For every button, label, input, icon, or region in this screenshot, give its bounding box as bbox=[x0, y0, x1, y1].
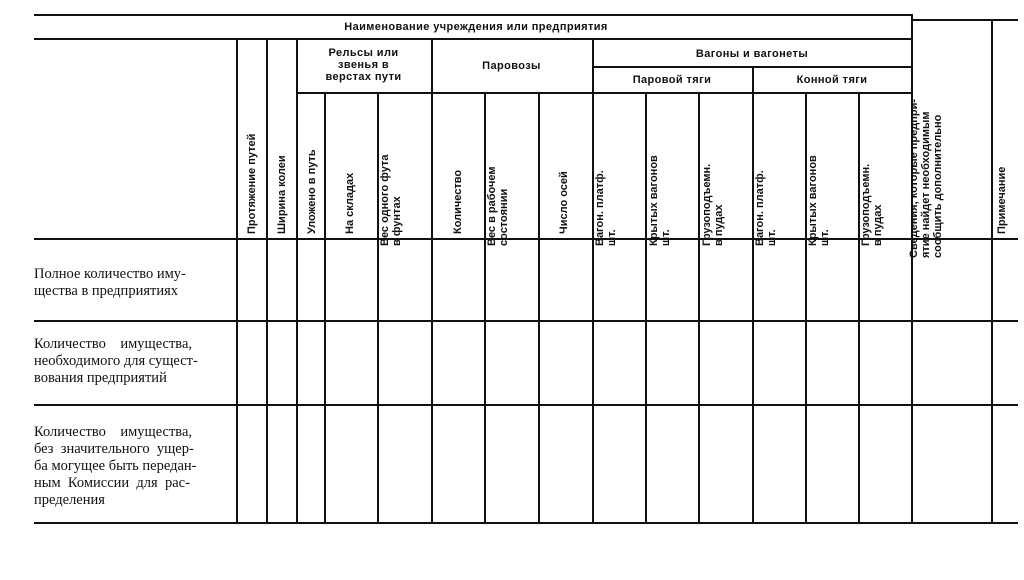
column-header-steam-covered: Крытых вагонов шт. bbox=[648, 155, 672, 246]
title-underline bbox=[34, 38, 912, 40]
col-divider bbox=[991, 20, 993, 524]
column-header-foot-weight: Вес одного фута в фунтах bbox=[379, 154, 403, 246]
col-divider bbox=[484, 94, 486, 524]
column-header-horse-capacity: Грузоподъемн. в пудах bbox=[860, 163, 884, 246]
col-divider bbox=[911, 14, 913, 524]
column-header-horse-covered: Крытых вагонов шт. bbox=[807, 155, 831, 246]
column-header-axles: Число осей bbox=[558, 171, 570, 234]
col-divider bbox=[858, 94, 860, 524]
col-divider bbox=[645, 94, 647, 524]
column-header-info: Сведения, которые предпри- ятие найдет необходимым сообщить дополнительно bbox=[908, 98, 944, 258]
column-header-gauge: Ширина колеи bbox=[276, 155, 288, 234]
column-header-laid: Уложено в путь bbox=[306, 149, 318, 234]
column-header-steam-platforms: Вагон. платф. шт. bbox=[594, 170, 618, 246]
col-divider bbox=[592, 40, 594, 524]
table-bottom-rule bbox=[34, 522, 1018, 524]
row-label-transferable-inventory: Количество имущества, без значительного ущер- ба могущее быть передан- ным Комиссии для рас- пределения bbox=[34, 424, 197, 508]
column-header-loco-count: Количество bbox=[452, 169, 464, 234]
col-divider bbox=[431, 40, 433, 524]
col-divider bbox=[296, 40, 298, 524]
horse-subgroup-header: Конной тяги bbox=[796, 74, 868, 86]
row2-bottom-rule bbox=[34, 404, 1018, 406]
top-rule-right bbox=[912, 19, 1018, 21]
column-header-notes: Примечание bbox=[996, 166, 1008, 234]
table-title: Наименование учреждения или предприятия bbox=[344, 21, 608, 33]
col-divider bbox=[538, 94, 540, 524]
col-divider bbox=[324, 94, 326, 524]
column-header-warehouses: На складах bbox=[344, 172, 356, 234]
row-label-full-inventory: Полное количество иму- щества в предприятиях bbox=[34, 266, 186, 299]
col-divider bbox=[266, 40, 268, 524]
column-header-horse-platforms: Вагон. платф. шт. bbox=[754, 170, 778, 246]
rails-group-header: Рельсы или звенья в верстах пути bbox=[325, 47, 402, 83]
row-label-required-inventory: Количество имущества, необходимого для сущест- вования предприятий bbox=[34, 336, 198, 386]
column-header-track-length: Протяжение путей bbox=[246, 133, 258, 234]
wagons-group-header: Вагоны и вагонеты bbox=[695, 48, 809, 60]
col-divider bbox=[236, 40, 238, 524]
steam-subgroup-header: Паровой тяги bbox=[632, 74, 712, 86]
top-rule bbox=[34, 14, 912, 16]
column-header-steam-capacity: Грузоподъемн. в пудах bbox=[701, 163, 725, 246]
locomotives-group-header: Паровозы bbox=[482, 60, 541, 72]
col-divider bbox=[752, 68, 754, 524]
row1-bottom-rule bbox=[34, 320, 1018, 322]
subgroup-underline bbox=[296, 92, 912, 94]
col-divider bbox=[698, 94, 700, 524]
column-header-loco-weight: Вес в рабочем состоянии bbox=[486, 166, 510, 246]
